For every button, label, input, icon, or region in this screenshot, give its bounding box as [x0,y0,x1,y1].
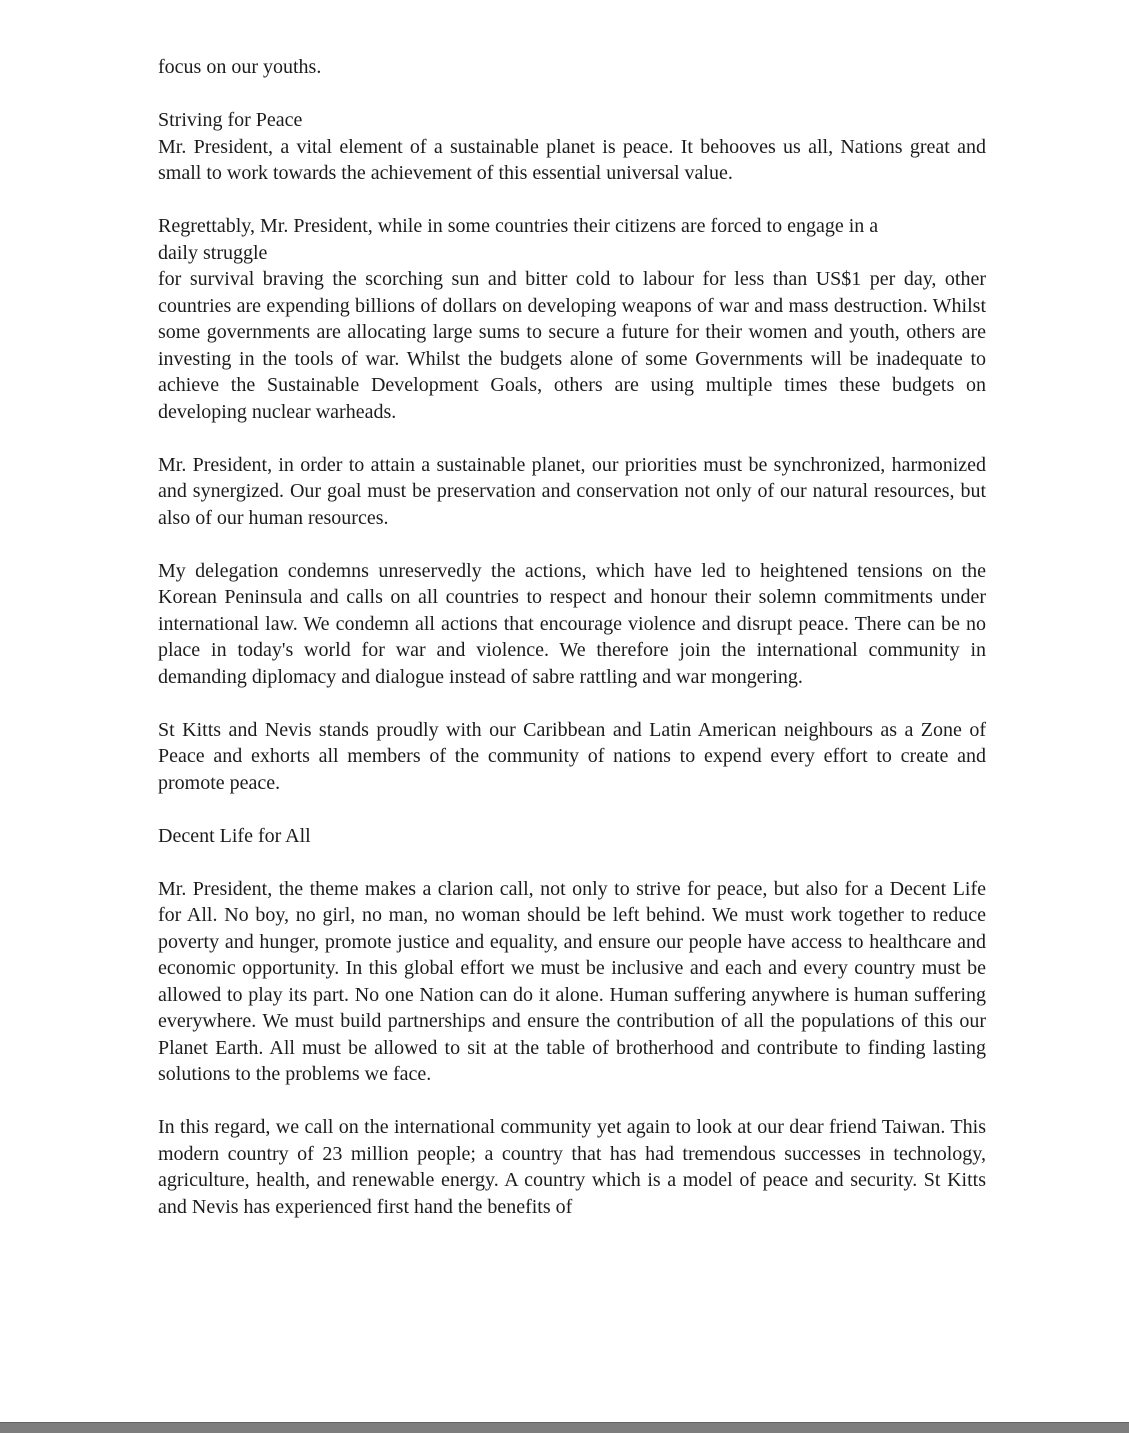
paragraph-priorities-synchronized: Mr. President, in order to attain a sustainable planet, our priorities must be synchronized, harmonized and synergized. Our goal must be preservation and conservation not only of our natural resources, but also of our human resources. [158,453,986,529]
paragraph-zone-of-peace: St Kitts and Nevis stands proudly with our Caribbean and Latin American neighbours as a Zone of Peace and exhorts all members of the community of nations to expend every effort to create and promote peace. [158,718,986,794]
page-separator-bar [0,1422,1129,1433]
paragraph-korean-peninsula: My delegation condemns unreservedly the actions, which have led to heightened tensions on the Korean Peninsula and calls on all countries to respect and honour their solemn commitments under international law. We condemn all actions that encourage violence and disrupt peace. There can be no place in today's world for war and violence. We therefore join the international community in demanding diplomacy and dialogue instead of sabre rattling and war mongering. [158,559,986,688]
paragraph-sustainable-planet: Mr. President, a vital element of a sustainable planet is peace. It behooves us all, Nations great and small to work towards the achievement of this essential universal value. [158,135,986,184]
paragraph-survival-weapons: for survival braving the scorching sun and bitter cold to labour for less than US$1 per day, other countries are expending billions of dollars on developing weapons of war and mass destruction. Whilst some governments are allocating large sums to secure a future for their women and youth, others are investing in the tools of war. Whilst the budgets alone of some Governments will be inadequate to achieve the Sustainable Development Goals, others are using multiple times these budgets on developing nuclear warheads. [158,268,986,423]
continuation-line: focus on our youths. [158,56,322,78]
section-heading-decent-life-for-all: Decent Life for All [158,824,311,847]
section-heading-striving-for-peace: Striving for Peace [158,109,303,131]
document-page [158,54,986,1220]
paragraph-clarion-call: Mr. President, the theme makes a clarion call, not only to strive for peace, but also for a Decent Life for All. No boy, no girl, no man, no woman should be left behind. We must work together to reduce poverty and hunger, promote justice and equality, and ensure our people have access to healthcare and economic opportunity. In this global effort we must be inclusive and each and every country must be allowed to play its part. No one Nation can do it alone. Human suffering anywhere is human suffering everywhere. We must build partnerships and ensure the contribution of all the populations of this our Planet Earth. All must be allowed to sit at the table of brotherhood and contribute to finding lasting solutions to the problems we face. [158,877,986,1085]
paragraph-regrettably-line-1: Regrettably, Mr. President, while in some countries their citizens are forced to engage in a [158,215,879,237]
paragraph-taiwan: In this regard, we call on the international community yet again to look at our dear friend Taiwan. This modern country of 23 million people; a country that has had tremendous successes in technology, agriculture, health, and renewable energy. A country which is a model of peace and security. St Kitts and Nevis has experienced first hand the benefits of [158,1116,986,1218]
paragraph-regrettably-line-2: daily struggle [158,241,268,264]
